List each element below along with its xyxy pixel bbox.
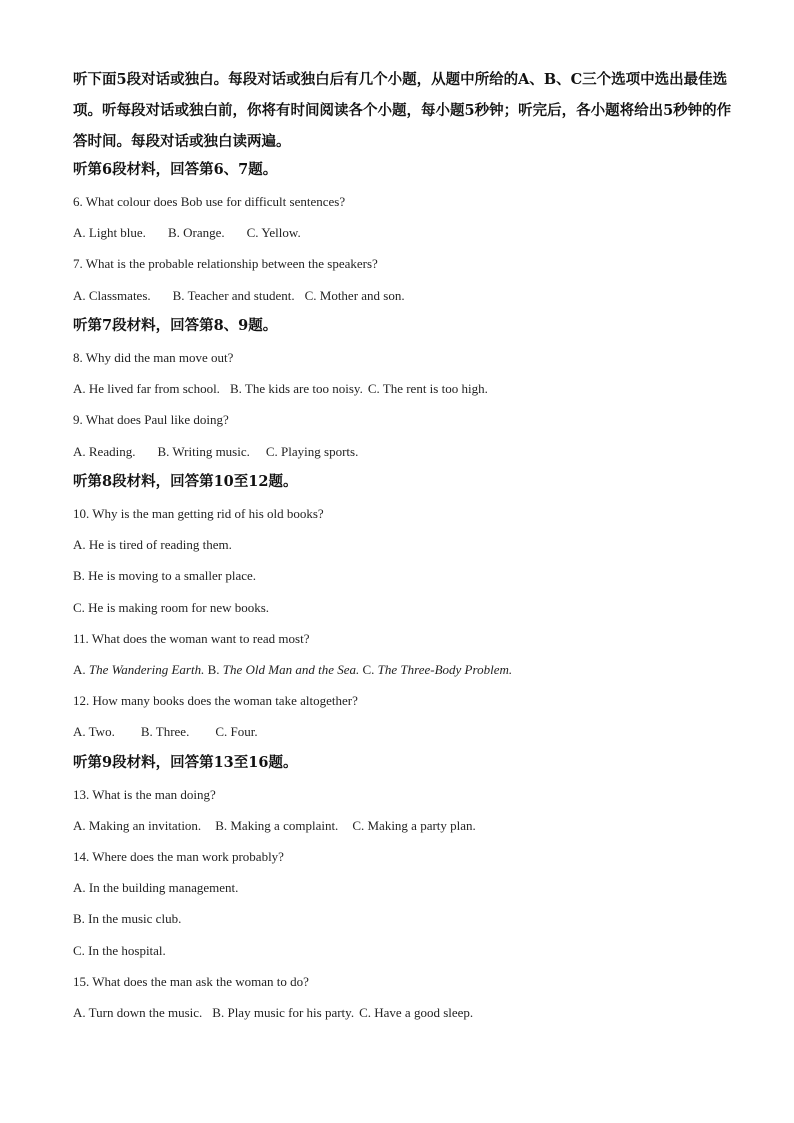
- question-10-option-a: A. He is tired of reading them.: [73, 537, 232, 552]
- question-10-stem: 10. Why is the man getting rid of his old books?: [73, 506, 324, 521]
- section-7-heading: 听第7段材料，回答第8、9题。: [73, 317, 278, 334]
- section-6-heading: 听第6段材料，回答第6、7题。: [73, 161, 278, 178]
- question-14-option-a: A. In the building management.: [73, 880, 239, 895]
- question-11-option-a-letter: A.: [73, 662, 86, 677]
- question-12-options: [73, 724, 258, 740]
- question-12-stem: 12. How many books does the woman take altogether?: [73, 693, 358, 708]
- question-6-option-c: C. Yellow.: [246, 225, 301, 240]
- section-instructions: 听下面5段对话或独白。每段对话或独白后有几个小题，从题中所给的A、B、C三个选项中选出最佳选项。听每段对话或独白前，你将有时间阅读各个小题，每小题5秒钟；听完后，各小题将给出5秒钟的作答时间。每段对话或独白读两遍。: [73, 71, 732, 150]
- question-11-option-b: The Old Man and the Sea.: [222, 662, 360, 677]
- question-10-option-b: B. He is moving to a smaller place.: [73, 568, 257, 583]
- question-13-option-a: A. Making an invitation.: [73, 818, 202, 833]
- question-8-option-c: C. The rent is too high.: [367, 381, 488, 396]
- question-11-options: [73, 662, 512, 678]
- question-15-options: [73, 1005, 473, 1021]
- section-9-heading: 听第9段材料，回答第13至16题。: [73, 754, 298, 771]
- question-14-option-c: C. In the hospital.: [73, 943, 166, 958]
- question-6-stem: 6. What colour does Bob use for difficult sentences?: [73, 194, 346, 209]
- question-9-option-b: B. Writing music.: [157, 444, 250, 459]
- question-9-options: [73, 444, 358, 460]
- question-8-options: [73, 381, 488, 397]
- question-15-option-b: B. Play music for his party.: [212, 1005, 355, 1020]
- question-15-option-c: C. Have a good sleep.: [359, 1005, 474, 1020]
- question-8-option-a: A. He lived far from school.: [73, 381, 220, 396]
- question-6-option-b: B. Orange.: [167, 225, 225, 240]
- question-9-option-a: A. Reading.: [73, 444, 136, 459]
- question-8-stem: 8. Why did the man move out?: [73, 350, 234, 365]
- question-6-options: [73, 225, 301, 241]
- question-7-option-c: C. Mother and son.: [304, 288, 405, 303]
- question-14-option-b: B. In the music club.: [73, 911, 182, 926]
- question-13-option-b: B. Making a complaint.: [215, 818, 339, 833]
- question-11-option-b-letter: B.: [207, 662, 220, 677]
- question-13-options: [73, 818, 476, 834]
- question-9-stem: 9. What does Paul like doing?: [73, 412, 229, 427]
- question-13-option-c: C. Making a party plan.: [352, 818, 476, 833]
- question-11-option-a: The Wandering Earth.: [88, 662, 205, 677]
- question-7-option-a: A. Classmates.: [73, 288, 151, 303]
- question-13-stem: 13. What is the man doing?: [73, 787, 216, 802]
- question-15-option-a: A. Turn down the music.: [73, 1005, 203, 1020]
- question-11-stem: 11. What does the woman want to read most?: [73, 631, 310, 646]
- question-12-option-a: A. Two.: [73, 724, 115, 739]
- question-7-options: [73, 288, 405, 304]
- question-9-option-c: C. Playing sports.: [265, 444, 359, 459]
- question-11-option-c: The Three-Body Problem.: [377, 662, 513, 677]
- question-14-stem: 14. Where does the man work probably?: [73, 849, 284, 864]
- question-12-option-b: B. Three.: [140, 724, 190, 739]
- question-12-option-c: C. Four.: [215, 724, 258, 739]
- question-11-option-c-letter: C.: [362, 662, 375, 677]
- section-8-heading: 听第8段材料，回答第10至12题。: [73, 473, 298, 490]
- question-15-stem: 15. What does the man ask the woman to do?: [73, 974, 309, 989]
- question-6-option-a: A. Light blue.: [73, 225, 146, 240]
- question-7-stem: 7. What is the probable relationship between the speakers?: [73, 256, 378, 271]
- question-10-option-c: C. He is making room for new books.: [73, 600, 270, 615]
- question-7-option-b: B. Teacher and student.: [172, 288, 295, 303]
- question-8-option-b: B. The kids are too noisy.: [229, 381, 363, 396]
